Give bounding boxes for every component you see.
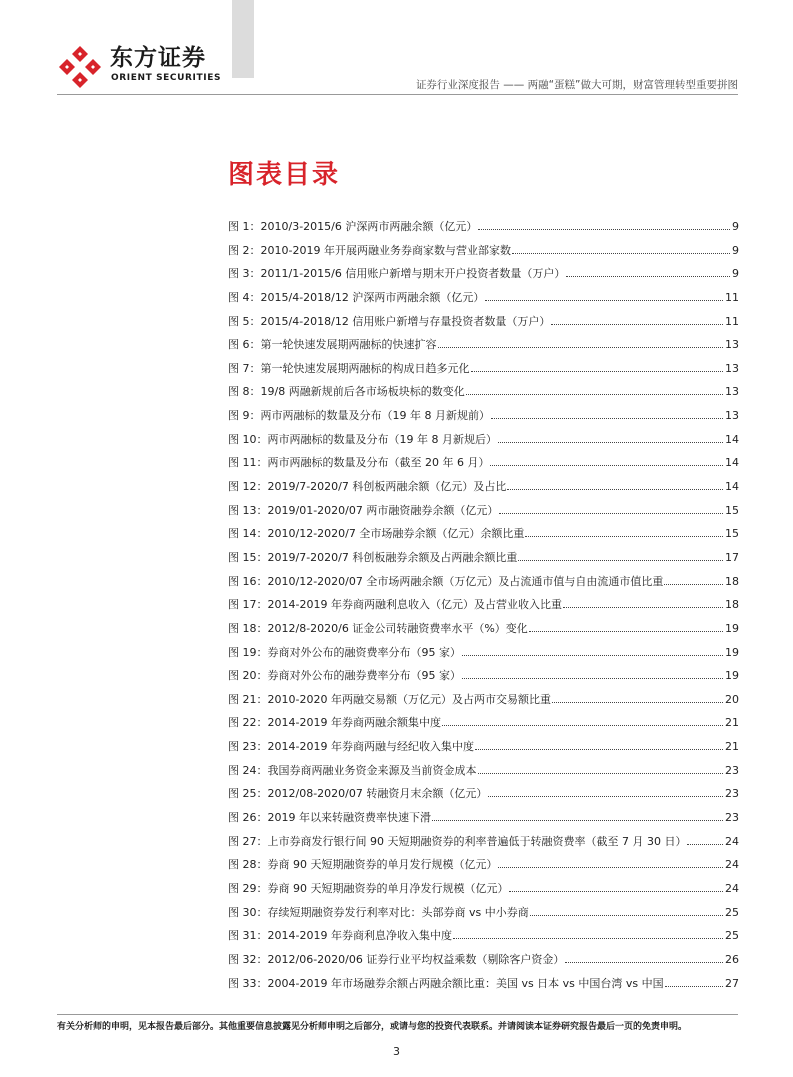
toc-entry-page: 14 — [725, 480, 739, 494]
toc-entry-page: 9 — [732, 220, 739, 233]
toc-entry[interactable] — [228, 975, 739, 999]
toc-leader-dots — [687, 835, 723, 845]
toc-leader-dots — [499, 504, 723, 514]
brand-name-cn: 东方证券 — [110, 45, 206, 71]
toc-entry[interactable] — [228, 714, 739, 738]
toc-entry-label: 图 18：2012/8-2020/6 证金公司转融资费率水平（%）变化 — [228, 621, 528, 635]
header-divider — [57, 94, 738, 95]
toc-leader-dots — [432, 811, 723, 821]
toc-entry-label: 图 15：2019/7-2020/7 科创板融券余额及占两融余额比重 — [228, 550, 518, 564]
toc-entry-label: 图 17：2014-2019 年券商两融利息收入（亿元）及占营业收入比重 — [228, 598, 562, 612]
toc-entry[interactable] — [228, 289, 739, 313]
toc-entry-page: 9 — [732, 267, 739, 281]
header-gray-band — [232, 0, 254, 78]
toc-entry-label: 图 33：2004-2019 年市场融券余额占两融余额比重：美国 vs 日本 vs 中国台湾 vs 中国 — [228, 976, 664, 990]
toc-entry[interactable] — [228, 644, 739, 668]
toc-entry-page: 21 — [725, 740, 739, 754]
toc-entry-page: 26 — [725, 952, 739, 966]
toc-leader-dots — [475, 740, 723, 750]
toc-entry-label: 图 28：券商 90 天短期融资券的单月发行规模（亿元） — [228, 858, 498, 872]
toc-leader-dots — [665, 977, 723, 987]
toc-entry-page: 25 — [725, 905, 739, 919]
toc-entry-page: 18 — [725, 598, 739, 612]
toc-entry-label: 图 21：2010-2020 年两融交易额（万亿元）及占两市交易额比重 — [228, 692, 551, 706]
toc-entry-label: 图 6：第一轮快速发展期两融标的快速扩容 — [228, 338, 437, 352]
toc-leader-dots — [498, 858, 723, 868]
toc-entry[interactable] — [228, 691, 739, 715]
toc-entry[interactable] — [228, 502, 739, 526]
toc-entry[interactable] — [228, 431, 739, 455]
toc-entry[interactable] — [228, 785, 739, 809]
toc-entry-label: 图 26：2019 年以来转融资费率快速下滑 — [228, 811, 431, 825]
toc-entry-label: 图 7：第一轮快速发展期两融标的构成日趋多元化 — [228, 361, 470, 375]
toc-entry-page: 23 — [725, 787, 739, 801]
toc-entry-label: 图 4：2015/4-2018/12 沪深两市两融余额（亿元） — [228, 290, 485, 304]
toc-leader-dots — [525, 527, 723, 537]
toc-entry-page: 13 — [725, 409, 739, 423]
toc-entry[interactable] — [228, 549, 739, 573]
footer-divider — [57, 1014, 738, 1015]
toc-entry[interactable] — [228, 573, 739, 597]
toc-entry-label: 图 11：两市两融标的数量及分布（截至 20 年 6 月） — [228, 456, 490, 470]
toc-entry-page: 25 — [725, 929, 739, 943]
toc-leader-dots — [507, 480, 723, 490]
orient-logo-icon — [57, 44, 103, 90]
toc-title: 图表目录 — [228, 160, 341, 190]
brand-name-en: ORIENT SECURITIES — [111, 73, 222, 83]
toc-entry-label: 图 10：两市两融标的数量及分布（19 年 8 月新规后） — [228, 432, 497, 446]
toc-entry[interactable] — [228, 856, 739, 880]
toc-leader-dots — [488, 787, 723, 797]
brand-logo — [57, 44, 227, 88]
toc-entry-label: 图 8：19/8 两融新规前后各市场板块标的数变化 — [228, 385, 465, 399]
toc-entry[interactable] — [228, 951, 739, 975]
toc-entry-label: 图 2：2010-2019 年开展两融业务券商家数与营业部家数 — [228, 243, 511, 257]
toc-entry-page: 23 — [725, 763, 739, 777]
page-number: 3 — [393, 1045, 400, 1058]
toc-entry-label: 图 27：上市券商发行银行间 90 天短期融资券的利率普遍低于转融资费率（截至 7 月 30 日） — [228, 834, 687, 848]
toc-entry[interactable] — [228, 313, 739, 337]
toc-entry[interactable] — [228, 596, 739, 620]
toc-entry-label: 图 23：2014-2019 年券商两融与经纪收入集中度 — [228, 740, 474, 754]
toc-leader-dots — [566, 267, 730, 277]
toc-leader-dots — [490, 456, 723, 466]
toc-leader-dots — [485, 291, 723, 301]
toc-entry-page: 14 — [725, 456, 739, 470]
toc-entry-label: 图 14：2010/12-2020/7 全市场融券余额（亿元）余额比重 — [228, 527, 525, 541]
toc-entry-page: 19 — [725, 621, 739, 635]
toc-entry-page: 20 — [725, 692, 739, 706]
toc-leader-dots — [478, 764, 724, 774]
toc-leader-dots — [551, 315, 723, 325]
toc-entry-label: 图 32：2012/06-2020/06 证券行业平均权益乘数（剔除客户资金） — [228, 952, 565, 966]
toc-entry-page: 27 — [725, 976, 739, 990]
toc-entry-label: 图 16：2010/12-2020/07 全市场两融余额（万亿元）及占流通市值与自由流通市值比重 — [228, 574, 664, 588]
toc-entry[interactable] — [228, 360, 739, 384]
toc-leader-dots — [518, 551, 723, 561]
toc-entry-page: 21 — [725, 716, 739, 730]
toc-entry[interactable] — [228, 407, 739, 431]
toc-entry-page: 11 — [725, 314, 739, 328]
toc-leader-dots — [563, 598, 723, 608]
toc-entry-page: 24 — [725, 858, 739, 872]
toc-entry[interactable] — [228, 833, 739, 857]
toc-entry[interactable] — [228, 738, 739, 762]
toc-entry-label: 图 1：2010/3-2015/6 沪深两市两融余额（亿元） — [228, 220, 478, 233]
toc-leader-dots — [471, 362, 724, 372]
toc-leader-dots — [552, 693, 723, 703]
toc-entry-page: 13 — [725, 361, 739, 375]
footer-disclaimer: 有关分析师的申明，见本报告最后部分。其他重要信息披露见分析师申明之后部分，或请与您的投资代表联系。并请阅读本证券研究报告最后一页的免责申明。 — [57, 1022, 688, 1032]
toc-leader-dots — [462, 669, 723, 679]
toc-leader-dots — [565, 953, 723, 963]
toc-leader-dots — [529, 622, 723, 632]
toc-leader-dots — [462, 646, 723, 656]
toc-entry[interactable] — [228, 218, 739, 242]
toc-entry-page: 15 — [725, 503, 739, 517]
toc-entry-label: 图 19：券商对外公布的融资费率分布（95 家） — [228, 645, 461, 659]
toc-entry-label: 图 3：2011/1-2015/6 信用账户新增与期末开户投资者数量（万户） — [228, 267, 566, 281]
toc-leader-dots — [438, 338, 724, 348]
toc-entry-page: 19 — [725, 669, 739, 683]
toc-entry-label: 图 20：券商对外公布的融券费率分布（95 家） — [228, 669, 461, 683]
toc-entry-label: 图 22：2014-2019 年券商两融余额集中度 — [228, 716, 441, 730]
toc-entry-page: 13 — [725, 385, 739, 399]
toc-leader-dots — [491, 409, 723, 419]
toc-entry[interactable] — [228, 880, 739, 904]
toc-entry-page: 14 — [725, 432, 739, 446]
toc-entry-page: 11 — [725, 290, 739, 304]
toc-entry-page: 24 — [725, 881, 739, 895]
toc-leader-dots — [512, 244, 730, 254]
toc-entry[interactable] — [228, 242, 739, 266]
toc-entry[interactable] — [228, 809, 739, 833]
toc-entry-label: 图 31：2014-2019 年券商利息净收入集中度 — [228, 929, 452, 943]
toc-leader-dots — [478, 220, 730, 230]
toc-leader-dots — [466, 385, 723, 395]
toc-leader-dots — [453, 929, 723, 939]
toc-entry-page: 9 — [732, 243, 739, 257]
toc-entry-page: 13 — [725, 338, 739, 352]
toc-leader-dots — [498, 433, 723, 443]
toc-entry[interactable] — [228, 454, 739, 478]
toc-entry-page: 24 — [725, 834, 739, 848]
toc-entry[interactable] — [228, 904, 739, 928]
toc-leader-dots — [509, 882, 723, 892]
toc-entry-page: 23 — [725, 811, 739, 825]
toc-leader-dots — [442, 716, 723, 726]
toc-entry-label: 图 13：2019/01-2020/07 两市融资融券余额（亿元） — [228, 503, 499, 517]
toc-entry-label: 图 12：2019/7-2020/7 科创板两融余额（亿元）及占比 — [228, 480, 507, 494]
toc-entry-label: 图 9：两市两融标的数量及分布（19 年 8 月新规前） — [228, 409, 490, 423]
toc-entry[interactable] — [228, 336, 739, 360]
toc-entry[interactable] — [228, 927, 739, 951]
toc-entry-label: 图 30：存续短期融资券发行利率对比：头部券商 vs 中小券商 — [228, 905, 529, 919]
toc-entry[interactable] — [228, 478, 739, 502]
toc-entry[interactable] — [228, 620, 739, 644]
toc-entry-page: 17 — [725, 550, 739, 564]
toc-entry-label: 图 25：2012/08-2020/07 转融资月末余额（亿元） — [228, 787, 488, 801]
toc-entry[interactable] — [228, 265, 739, 289]
toc-leader-dots — [664, 575, 723, 585]
toc-entry-label: 图 24：我国券商两融业务资金来源及当前资金成本 — [228, 763, 477, 777]
toc-entry[interactable] — [228, 383, 739, 407]
toc-entry-page: 19 — [725, 645, 739, 659]
toc-entry-label: 图 5：2015/4-2018/12 信用账户新增与存量投资者数量（万户） — [228, 314, 551, 328]
toc-entry-label: 图 29：券商 90 天短期融资券的单月净发行规模（亿元） — [228, 881, 509, 895]
toc-entry-page: 18 — [725, 574, 739, 588]
toc-list — [228, 218, 739, 998]
toc-entry[interactable] — [228, 667, 739, 691]
toc-leader-dots — [530, 906, 723, 916]
report-title: 证券行业深度报告 —— 两融“蛋糕”做大可期，财富管理转型重要拼图 — [415, 79, 738, 91]
toc-entry[interactable] — [228, 762, 739, 786]
toc-entry-page: 15 — [725, 527, 739, 541]
toc-entry[interactable] — [228, 525, 739, 549]
